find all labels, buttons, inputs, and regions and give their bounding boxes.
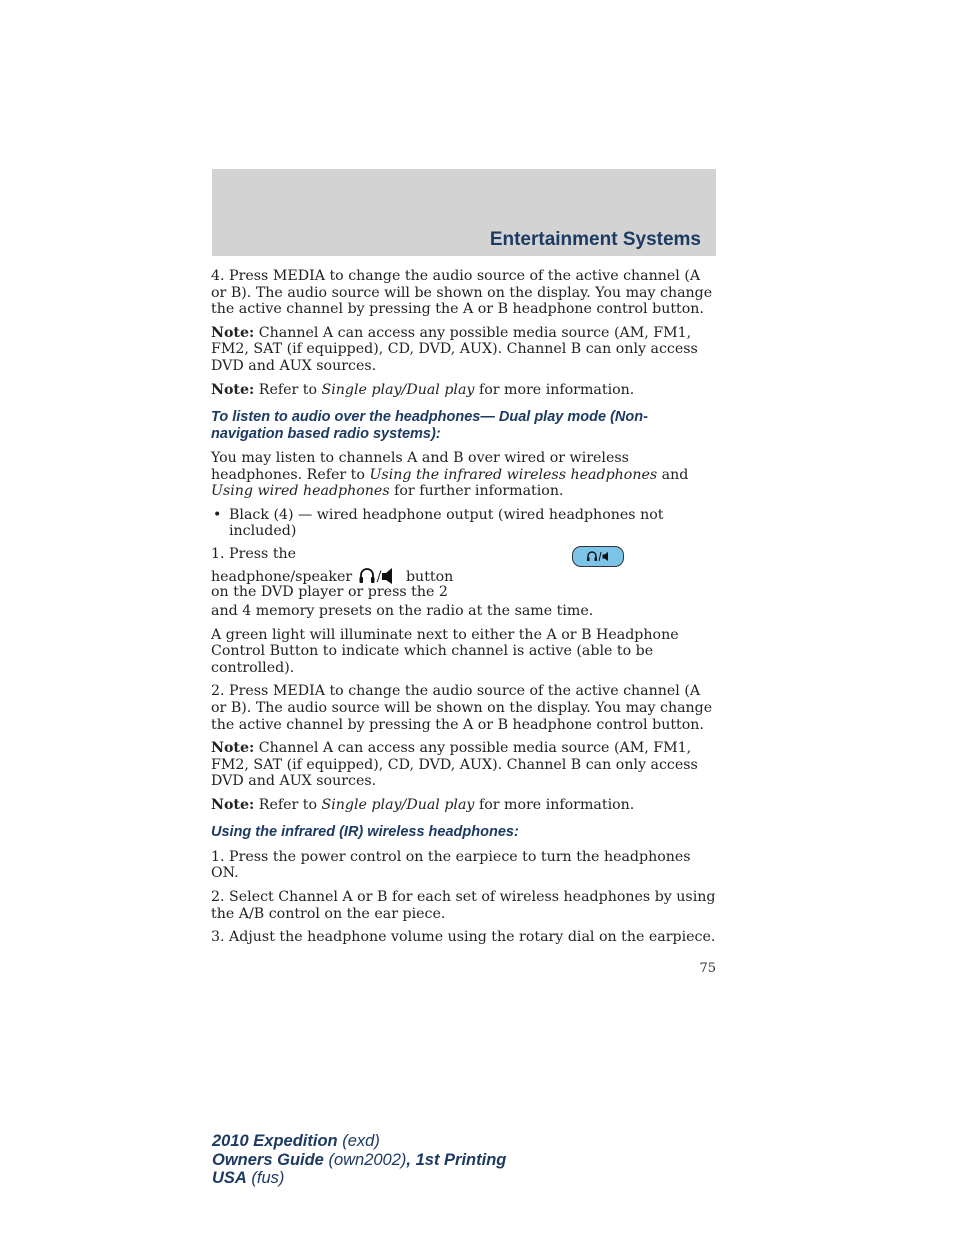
note-text: Channel A can access any possible media source (AM, FM1, FM2, SAT (if equipped), CD, DVD, AUX). Channel B can only access DVD and AUX sources. <box>211 324 698 374</box>
note-media-sources <box>211 740 717 790</box>
paragraph-step2: 2. Press MEDIA to change the audio source of the active channel (A or B). The audio source will be shown on the display. You may change the active channel by pressing the A or B headphone control button. <box>211 683 713 733</box>
footer-text: (fus) <box>246 1169 285 1187</box>
note-label: Note: <box>211 796 255 813</box>
note-text: Refer to <box>254 381 322 398</box>
page-number: 75 <box>699 961 716 976</box>
ir-step3: 3. Adjust the headphone volume using the rotary dial on the earpiece. <box>211 929 716 946</box>
footer-text: (exd) <box>337 1132 380 1150</box>
reference-link: Single play/Dual play <box>321 796 475 813</box>
ir-step1: 1. Press the power control on the earpiece to turn the headphones ON. <box>211 848 691 882</box>
paragraph-text: and <box>657 466 689 483</box>
footer-line-1 <box>212 1132 506 1151</box>
note-label: Note: <box>211 740 255 757</box>
bullet-item <box>211 507 717 540</box>
note-text: Refer to <box>254 796 322 813</box>
step1-text: headphone/speaker <box>211 568 353 585</box>
reference-link: Single play/Dual play <box>321 381 475 398</box>
footer-text: , 1st Printing <box>406 1150 507 1169</box>
page-content <box>211 268 717 953</box>
bullet-text: Black (4) — wired headphone output (wired headphones not included) <box>229 506 664 540</box>
section-header-band <box>212 169 716 256</box>
reference-link: Using the infrared wireless headphones <box>369 466 658 483</box>
footer-line-2 <box>212 1151 506 1170</box>
paragraph-text: You may listen to channels A and B over wired or wireless headphones. Refer to <box>211 449 629 483</box>
step1-last-line: and 4 memory presets on the radio at the same time. <box>211 602 594 619</box>
note-text: for more information. <box>474 381 635 398</box>
paragraph-text: for further information. <box>389 483 564 500</box>
footer-line-3 <box>212 1169 506 1188</box>
reference-link: Using wired headphones <box>211 483 390 500</box>
note-text: Channel A can access any possible media source (AM, FM1, FM2, SAT (if equipped), CD, DVD, AUX). Channel B can only access DVD and AUX sources. <box>211 740 698 790</box>
note-label: Note: <box>211 381 255 398</box>
headphone-speaker-button-graphic <box>572 546 624 567</box>
section-title: Entertainment Systems <box>489 229 701 250</box>
note-label: Note: <box>211 324 255 341</box>
note-media-sources <box>211 325 717 375</box>
paragraph-listen-channels <box>211 450 717 500</box>
step1-text: button <box>405 568 454 585</box>
footer <box>212 1132 506 1188</box>
footer-text: (own2002) <box>323 1150 407 1169</box>
note-text: for more information. <box>474 796 635 813</box>
subheading-dual-play: To listen to audio over the headphones— Dual play mode (Non-navigation based radio systems): <box>211 409 648 442</box>
step1-slash: / <box>376 568 382 585</box>
note-single-dual <box>211 382 717 399</box>
bullet-dot: • <box>213 506 222 523</box>
step1-block <box>211 546 717 608</box>
footer-text: 2010 Expedition <box>212 1132 338 1150</box>
footer-text: USA <box>212 1169 247 1187</box>
paragraph-step4: 4. Press MEDIA to change the audio source of the active channel (A or B). The audio source will be shown on the display. You may change the active channel by pressing the A or B headphone control button. <box>211 268 713 318</box>
step1-line: 1. Press the <box>211 545 297 562</box>
ir-step2: 2. Select Channel A or B for each set of wireless headphones by using the A/B control on the ear piece. <box>211 889 716 922</box>
footer-text: Owners Guide <box>212 1150 324 1169</box>
note-single-dual <box>211 797 717 814</box>
subheading-ir-headphones: Using the infrared (IR) wireless headphones: <box>211 824 519 841</box>
step1-line: on the DVD player or press the 2 <box>211 583 448 600</box>
paragraph-green-light: A green light will illuminate next to either the A or B Headphone Control Button to indicate which channel is active (able to be controlled). <box>211 626 679 676</box>
